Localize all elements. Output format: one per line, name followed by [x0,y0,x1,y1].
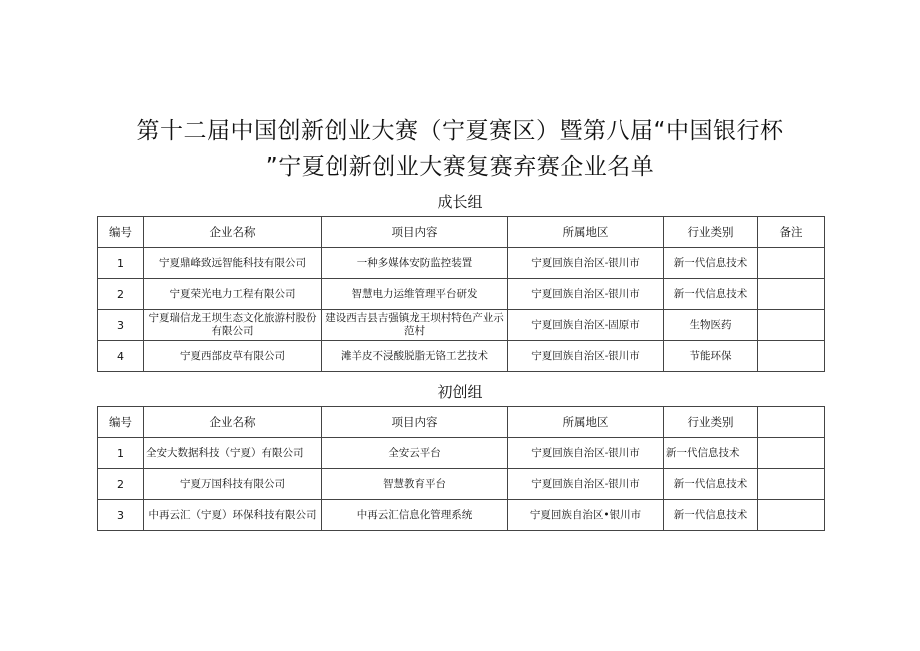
table-header-row [98,217,825,248]
cell-number: 2 [98,469,144,500]
table-row [98,279,825,310]
cell-company: 宁夏鼎峰致远智能科技有限公司 [144,248,322,279]
cell-company: 宁夏瑞信龙王坝生态文化旅游村股份有限公司 [144,310,322,341]
cell-number: 1 [98,438,144,469]
cell-note [758,500,825,531]
cell-company: 宁夏万国科技有限公司 [144,469,322,500]
cell-industry: 生物医药 [664,310,758,341]
header-industry: 行业类别 [664,407,758,438]
cell-region: 宁夏回族自治区-银川市 [508,438,664,469]
table-row [98,469,825,500]
header-project: 项目内容 [322,217,508,248]
header-note: 备注 [758,217,825,248]
cell-project: 智慧教育平台 [322,469,508,500]
cell-region: 宁夏回族自治区-固原市 [508,310,664,341]
cell-number: 3 [98,310,144,341]
cell-note [758,310,825,341]
cell-project: 建设西吉县吉强镇龙王坝村特色产业示范村 [322,310,508,341]
cell-industry: 新一代信息技术 [664,248,758,279]
cell-region: 宁夏回族自治区-银川市 [508,341,664,372]
growth-group-title: 成长组 [437,193,483,211]
cell-company: 全安大数据科技（宁夏）有限公司 [144,438,322,469]
header-number: 编号 [98,407,144,438]
table-row [98,341,825,372]
cell-company: 宁夏西部皮草有限公司 [144,341,322,372]
cell-note [758,469,825,500]
growth-group-table [97,216,825,372]
cell-region: 宁夏回族自治区-银川市 [508,279,664,310]
document-title-line1: 第十二届中国创新创业大赛（宁夏赛区）暨第八届“中国银行杯 [136,118,784,144]
cell-number: 2 [98,279,144,310]
cell-region: 宁夏回族自治区-银川市 [508,469,664,500]
cell-number: 3 [98,500,144,531]
cell-number: 4 [98,341,144,372]
cell-project: 智慧电力运维管理平台研发 [322,279,508,310]
table-row [98,500,825,531]
cell-note [758,248,825,279]
header-region: 所属地区 [508,217,664,248]
cell-company: 中再云汇（宁夏）环保科技有限公司 [144,500,322,531]
table-row [98,310,825,341]
header-region: 所属地区 [508,407,664,438]
cell-industry: 节能环保 [664,341,758,372]
cell-project: 一种多媒体安防监控装置 [322,248,508,279]
table-row [98,438,825,469]
header-project: 项目内容 [322,407,508,438]
header-note [758,407,825,438]
cell-industry: 新一代信息技术 [664,469,758,500]
table-row [98,248,825,279]
header-number: 编号 [98,217,144,248]
header-company: 企业名称 [144,407,322,438]
startup-group-title: 初创组 [437,383,483,401]
cell-industry: 新一代信息技术 [664,438,758,469]
cell-project: 滩羊皮不浸酸脱脂无铬工艺技术 [322,341,508,372]
cell-note [758,438,825,469]
cell-region: 宁夏回族自治区-银川市 [508,248,664,279]
document-title-line2: ”宁夏创新创业大赛复赛弃赛企业名单 [265,154,655,180]
header-company: 企业名称 [144,217,322,248]
startup-group-table [97,406,825,531]
cell-industry: 新一代信息技术 [664,500,758,531]
cell-industry: 新一代信息技术 [664,279,758,310]
cell-company: 宁夏荣光电力工程有限公司 [144,279,322,310]
cell-project: 中再云汇信息化管理系统 [322,500,508,531]
cell-note [758,279,825,310]
header-industry: 行业类别 [664,217,758,248]
cell-project: 全安云平台 [322,438,508,469]
cell-note [758,341,825,372]
cell-number: 1 [98,248,144,279]
table-header-row [98,407,825,438]
cell-region: 宁夏回族自治区•银川市 [508,500,664,531]
